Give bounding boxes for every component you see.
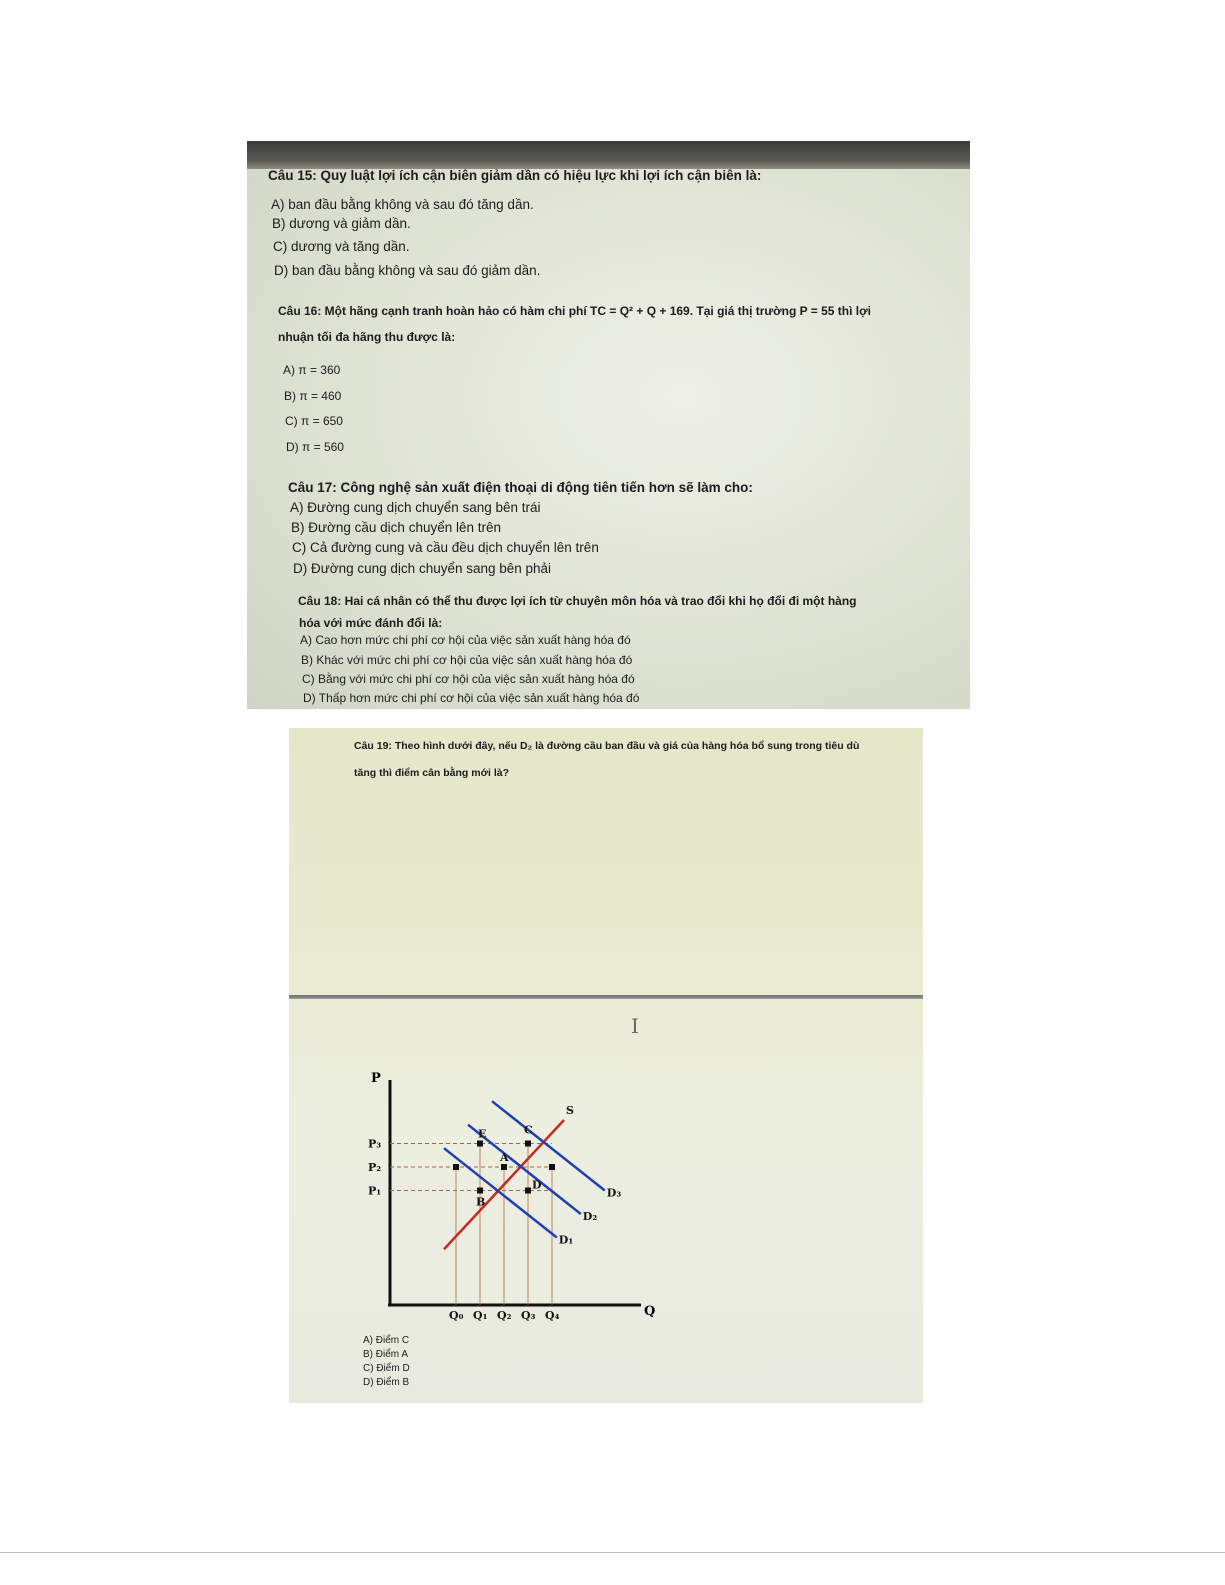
x-tick-3: Q₃ — [521, 1309, 536, 1322]
q17-option-c: C) Cả đường cung và cầu đều dịch chuyển lên trên — [292, 540, 599, 555]
point-label-E: E — [478, 1127, 487, 1141]
q15-option-a: A) ban đầu bằng không và sau đó tăng dần. — [271, 197, 534, 212]
text-cursor-icon: I — [631, 1014, 639, 1038]
y-tick-2: P₃ — [368, 1137, 382, 1151]
point-label-B: B — [476, 1195, 486, 1209]
q19-option-c: C) Điểm D — [363, 1363, 410, 1374]
q18-option-c: C) Bằng với mức chi phí cơ hội của việc sản xuất hàng hóa đó — [302, 672, 635, 686]
q18-option-d: D) Thấp hơn mức chi phí cơ hội của việc sản xuất hàng hóa đó — [303, 691, 640, 705]
q19-option-a: A) Điểm C — [363, 1335, 410, 1346]
curve-label-0: S — [566, 1104, 574, 1117]
point-dot-3 — [453, 1164, 459, 1170]
point-B — [477, 1188, 483, 1194]
x-tick-2: Q₂ — [497, 1309, 512, 1322]
x-axis-label: Q — [644, 1304, 656, 1319]
curve-label-3: D₃ — [606, 1186, 622, 1200]
y-axis-label: P — [371, 1071, 381, 1086]
point-E — [477, 1141, 483, 1147]
q18-title-line2: hóa với mức đánh đổi là: — [299, 616, 443, 630]
guide-lines — [390, 1144, 552, 1306]
q18-option-b: B) Khác với mức chi phí cơ hội của việc sản xuất hàng hóa đó — [301, 653, 633, 667]
q19-title-line1: Câu 19: Theo hình dưới đây, nếu D₂ là đường cầu ban đầu và giá của hàng hóa bổ sung trong tiêu dù — [354, 740, 860, 752]
x-tick-0: Q₀ — [449, 1309, 464, 1322]
q19-title-line2: tăng thì điểm cân bằng mới là? — [354, 767, 510, 779]
point-label-A: A — [500, 1151, 509, 1164]
q15-option-b: B) dương và giảm dần. — [272, 216, 411, 231]
q17-option-b: B) Đường cầu dịch chuyển lên trên — [291, 520, 502, 535]
point-C — [525, 1141, 531, 1147]
q15-option-d: D) ban đầu bằng không và sau đó giảm dần. — [274, 263, 541, 278]
photo-question-19 — [289, 728, 923, 1403]
q16-option-a: A) π = 360 — [283, 363, 341, 377]
q17-option-a: A) Đường cung dịch chuyển sang bên trái — [290, 500, 541, 515]
photo-questions-15-18 — [247, 141, 970, 709]
x-tick-4: Q₄ — [545, 1309, 560, 1322]
q18-option-a: A) Cao hơn mức chi phí cơ hội của việc sản xuất hàng hóa đó — [300, 633, 631, 647]
q19-option-b: B) Điểm A — [363, 1349, 409, 1360]
supply-demand-chart — [289, 728, 923, 1403]
q19-option-d: D) Điểm B — [363, 1377, 410, 1388]
q16-option-c: C) π = 650 — [285, 414, 343, 428]
curve-label-2: D₂ — [582, 1210, 598, 1223]
point-A — [501, 1164, 507, 1170]
q17-title: Câu 17: Công nghệ sản xuất điện thoại di động tiên tiến hơn sẽ làm cho: — [288, 480, 753, 495]
q18-title-line1: Câu 18: Hai cá nhân có thể thu được lợi ích từ chuyên môn hóa và trao đổi khi họ đổi đi một hàng — [298, 594, 857, 608]
point-label-C: C — [524, 1123, 533, 1137]
y-tick-1: P₂ — [368, 1161, 382, 1174]
q16-title-line1: Câu 16: Một hãng cạnh tranh hoàn hảo có hàm chi phí TC = Q² + Q + 169. Tại giá thị trường P = 55 thì lợi — [278, 304, 871, 318]
page-bottom-rule — [0, 1552, 1225, 1553]
q17-option-d: D) Đường cung dịch chuyển sang bên phải — [293, 561, 552, 576]
window-top-bar — [247, 141, 970, 169]
point-D — [525, 1188, 531, 1194]
point-label-D: D — [532, 1178, 542, 1192]
q15-option-c: C) dương và tăng dần. — [273, 239, 410, 254]
q16-option-d: D) π = 560 — [286, 440, 344, 454]
x-tick-1: Q₁ — [473, 1309, 488, 1322]
curve-label-1: D₁ — [558, 1233, 574, 1247]
point-dot-4 — [549, 1164, 555, 1170]
curve-demand-3 — [492, 1101, 605, 1190]
q15-title: Câu 15: Quy luật lợi ích cận biên giảm dần có hiệu lực khi lợi ích cận biên là: — [268, 168, 762, 183]
q16-option-b: B) π = 460 — [284, 389, 342, 403]
q16-title-line2: nhuận tối đa hãng thu được là: — [278, 330, 456, 344]
y-tick-0: P₁ — [368, 1184, 382, 1198]
